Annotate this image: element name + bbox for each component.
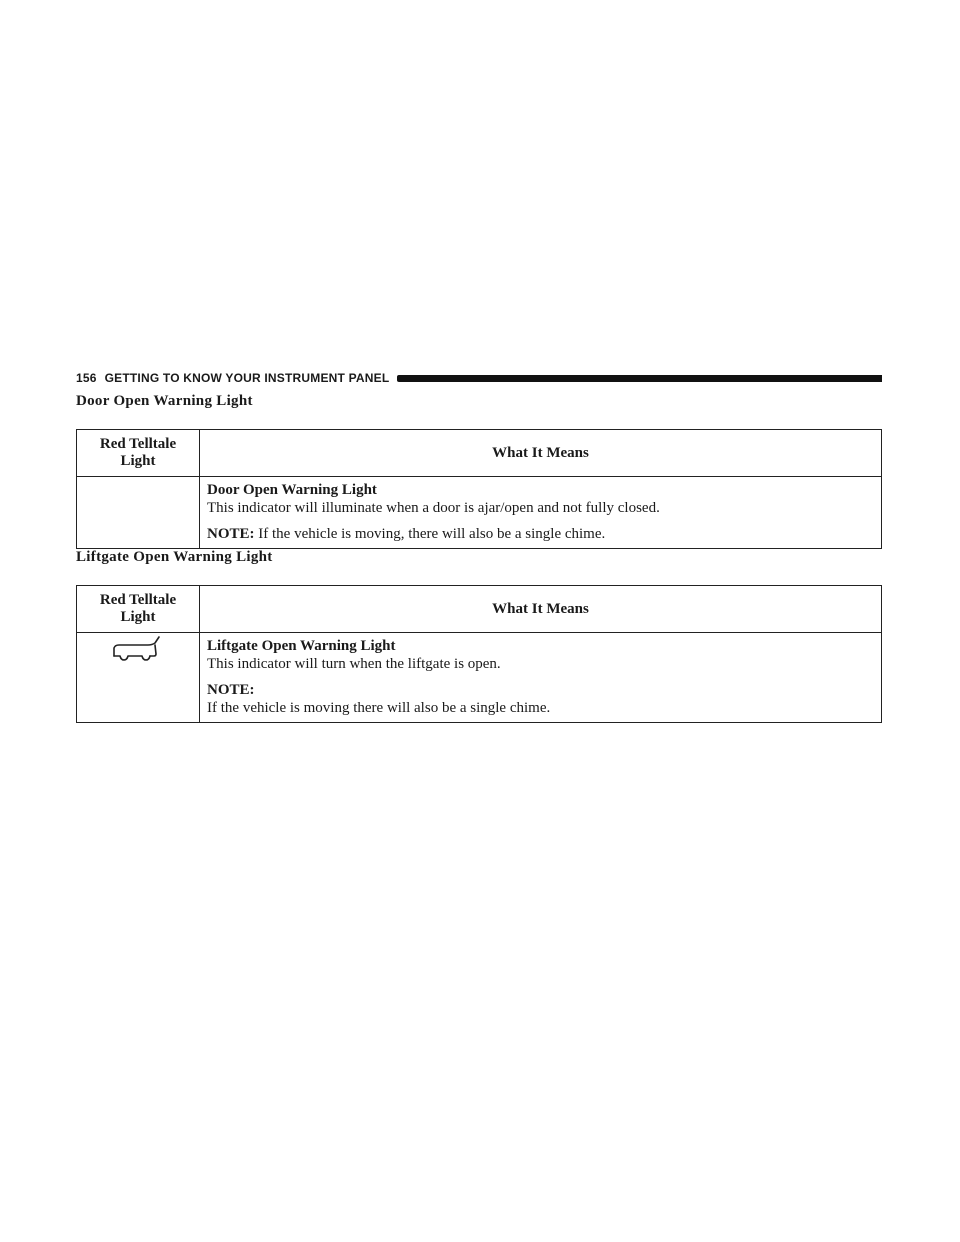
note-text: If the vehicle is moving there will also be a single chime. xyxy=(207,700,551,716)
page-header xyxy=(76,370,882,386)
telltale-icon-cell xyxy=(77,633,200,723)
table-header-row xyxy=(77,430,882,477)
table-header-row xyxy=(77,586,882,633)
note xyxy=(207,681,875,717)
note-label: NOTE: xyxy=(207,682,255,698)
table-row xyxy=(77,477,882,549)
header-what-it-means: What It Means xyxy=(200,430,882,477)
description-cell xyxy=(200,477,882,549)
row-title: Liftgate Open Warning Light xyxy=(207,638,396,654)
note-text: If the vehicle is moving, there will also be a single chime. xyxy=(258,526,606,542)
header-red-telltale-light: Red Telltale Light xyxy=(77,430,200,477)
liftgate-open-table xyxy=(76,585,882,723)
page-number: 156 xyxy=(76,371,97,385)
note-label: NOTE: xyxy=(207,526,255,542)
liftgate-open-icon xyxy=(108,634,168,664)
telltale-icon-cell xyxy=(77,477,200,549)
table-row xyxy=(77,633,882,723)
row-title: Door Open Warning Light xyxy=(207,482,377,498)
section-title-door-open: Door Open Warning Light xyxy=(76,393,253,409)
chapter-title: GETTING TO KNOW YOUR INSTRUMENT PANEL xyxy=(104,371,390,385)
description-cell xyxy=(200,633,882,723)
header-what-it-means: What It Means xyxy=(200,586,882,633)
header-red-telltale-light: Red Telltale Light xyxy=(77,586,200,633)
header-rule xyxy=(397,375,882,382)
row-description: This indicator will illuminate when a door is ajar/open and not fully closed. xyxy=(207,500,660,516)
door-open-table xyxy=(76,429,882,549)
note xyxy=(207,525,875,543)
section-title-liftgate-open: Liftgate Open Warning Light xyxy=(76,549,273,565)
row-description: This indicator will turn when the liftgate is open. xyxy=(207,656,501,672)
